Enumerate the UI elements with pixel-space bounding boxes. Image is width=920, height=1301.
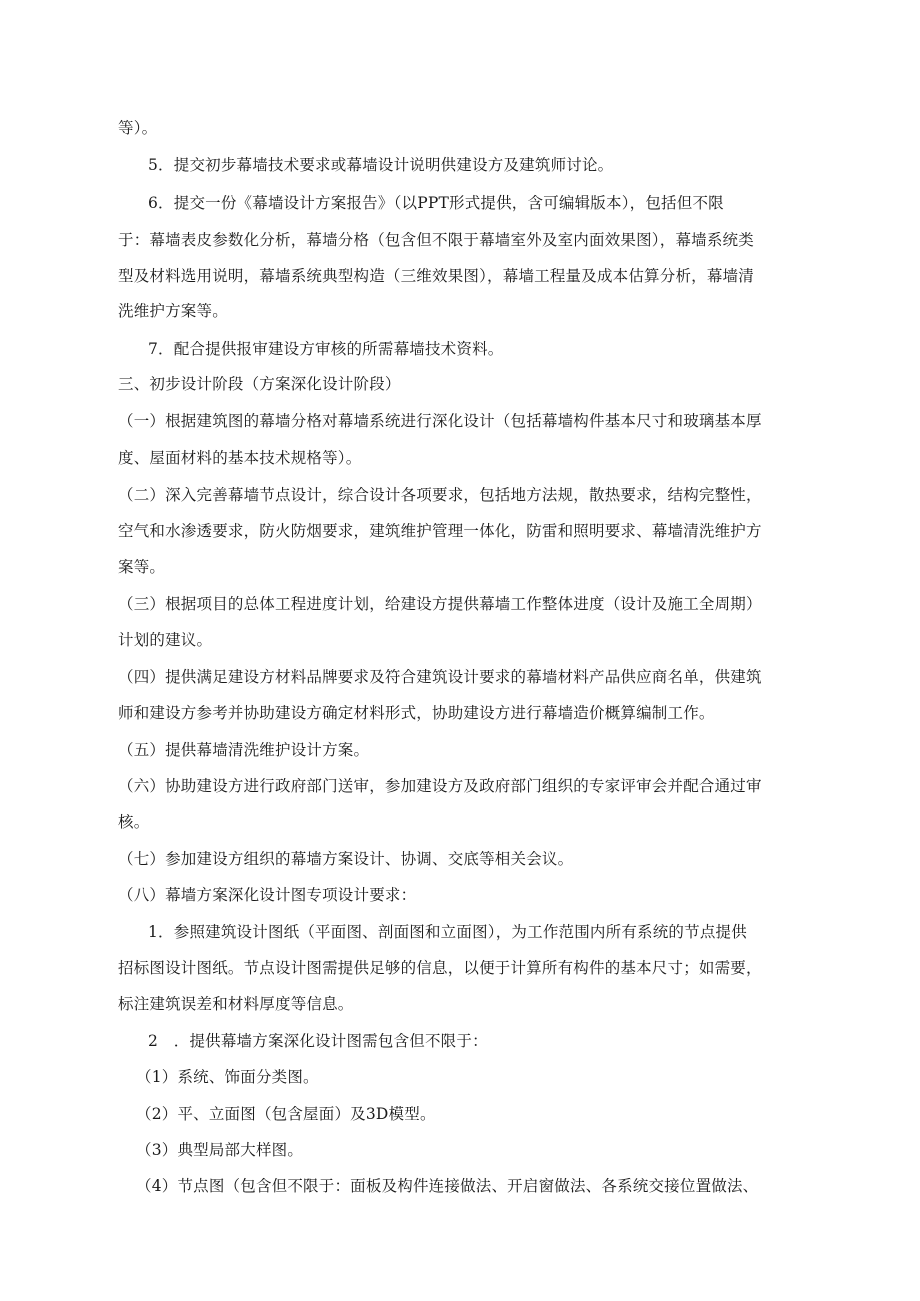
text-line: 于：幕墙表皮参数化分析，幕墙分格（包含但不限于幕墙室外及室内面效果图），幕墙系统类 bbox=[118, 231, 754, 249]
text-line: （3）典型局部大样图。 bbox=[136, 1141, 304, 1159]
text-line: （四）提供满足建设方材料品牌要求及符合建筑设计要求的幕墙材料产品供应商名单，供建筑 bbox=[118, 668, 762, 686]
text-line: 标注建筑误差和材料厚度等信息。 bbox=[118, 995, 354, 1013]
text-line: 空气和水渗透要求，防火防烟要求，建筑维护管理一体化，防雷和照明要求、幕墙清洗维护方 bbox=[118, 522, 762, 540]
text-line: 案等。 bbox=[118, 558, 166, 576]
section-heading: 三、初步设计阶段（方案深化设计阶段） bbox=[118, 375, 401, 393]
text-line: 招标图设计图纸。节点设计图需提供足够的信息，以便于计算所有构件的基本尺寸；如需要， bbox=[118, 959, 762, 977]
text-line: 师和建设方参考并协助建设方确定材料形式，协助建设方进行幕墙造价概算编制工作。 bbox=[118, 704, 715, 722]
text-line: 型及材料选用说明，幕墙系统典型构造（三维效果图），幕墙工程量及成本估算分析，幕墙清 bbox=[118, 267, 754, 285]
text-line: （五）提供幕墙清洗维护设计方案。 bbox=[118, 741, 370, 759]
text-line: 计划的建议。 bbox=[118, 631, 213, 649]
text-line: 6．提交一份《幕墙设计方案报告》（以PPT形式提供，含可编辑版本），包括但不限 bbox=[148, 194, 724, 212]
text-line: （六）协助建设方进行政府部门送审，参加建设方及政府部门组织的专家评审会并配合通过审 bbox=[118, 777, 762, 795]
text-line: （一）根据建筑图的幕墙分格对幕墙系统进行深化设计（包括幕墙构件基本尺寸和玻璃基本厚 bbox=[118, 412, 762, 430]
text-line: （三）根据项目的总体工程进度计划，给建设方提供幕墙工作整体进度（设计及施工全周期） bbox=[118, 595, 762, 613]
text-line: （八）幕墙方案深化设计图专项设计要求： bbox=[118, 886, 417, 904]
text-line: 度、屋面材料的基本技术规格等）。 bbox=[118, 449, 362, 467]
text-line: （4）节点图（包含但不限于：面板及构件连接做法、开启窗做法、各系统交接位置做法、 bbox=[136, 1177, 759, 1195]
text-line: （2）平、立面图（包含屋面）及3D模型。 bbox=[136, 1105, 436, 1123]
text-line: 核。 bbox=[118, 813, 150, 831]
text-line: 等）。 bbox=[118, 119, 158, 137]
text-line: （七）参加建设方组织的幕墙方案设计、协调、交底等相关会议。 bbox=[118, 850, 574, 868]
text-line: （1）系统、饰面分类图。 bbox=[136, 1068, 319, 1086]
text-line: 洗维护方案等。 bbox=[118, 302, 228, 320]
text-line: 7．配合提供报审建设方审核的所需幕墙技术资料。 bbox=[148, 340, 504, 358]
text-line: 1．参照建筑设计图纸（平面图、剖面图和立面图），为工作范围内所有系统的节点提供 bbox=[148, 923, 747, 941]
text-line: 2 ．提供幕墙方案深化设计图需包含但不限于： bbox=[148, 1032, 488, 1050]
text-line: 5．提交初步幕墙技术要求或幕墙设计说明供建设方及建筑师讨论。 bbox=[148, 156, 614, 174]
text-line: （二）深入完善幕墙节点设计，综合设计各项要求，包括地方法规，散热要求，结构完整性， bbox=[118, 486, 762, 504]
